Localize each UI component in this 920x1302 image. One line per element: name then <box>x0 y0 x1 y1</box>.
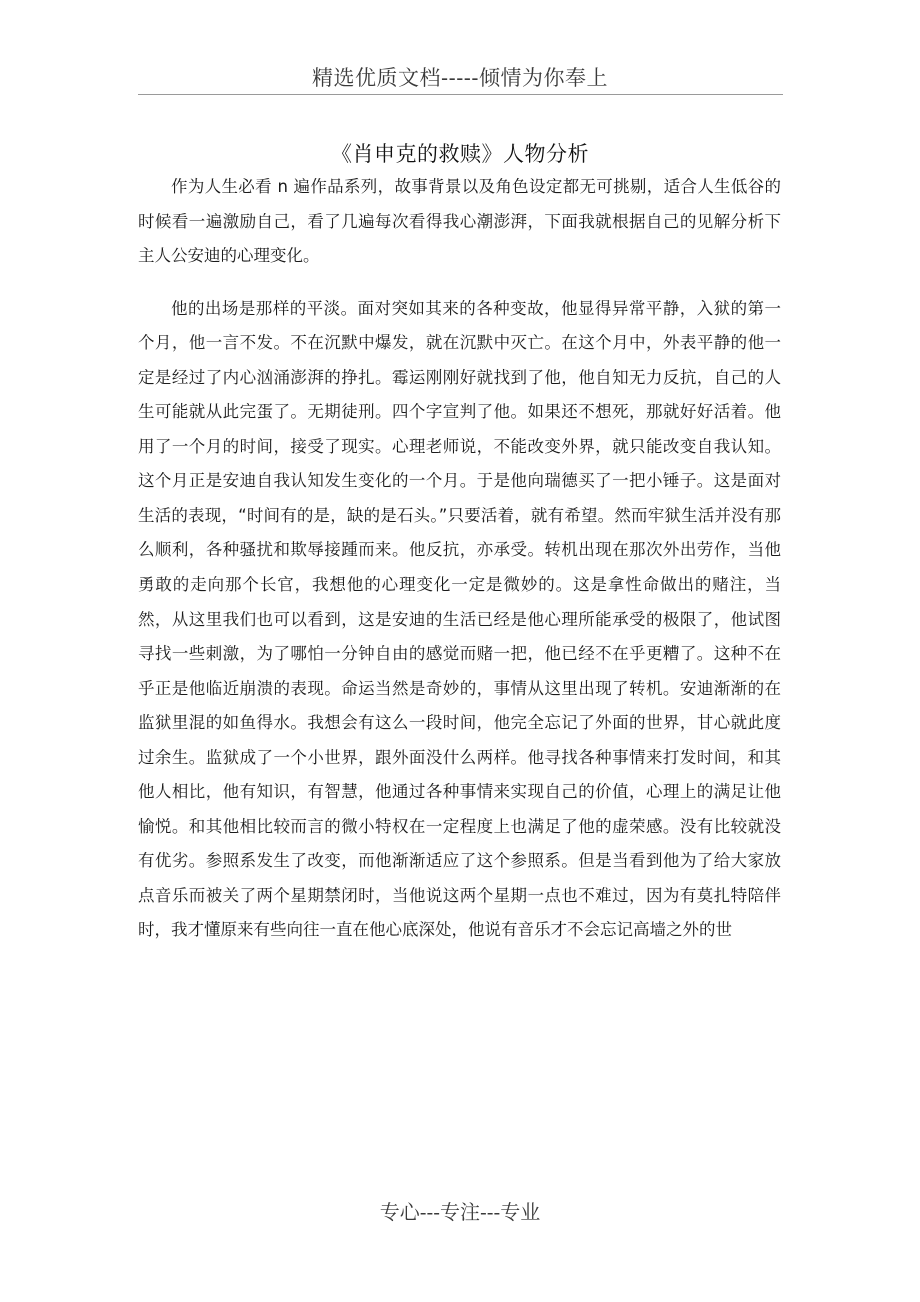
paragraph-intro: 作为人生必看 n 遍作品系列，故事背景以及角色设定都无可挑剔，适合人生低谷的时候看一遍激励自己，看了几遍每次看得我心潮澎湃，下面我就根据自己的见解分析下主人公安迪的心理变化。 <box>138 177 781 266</box>
page-header: 精选优质文档-----倾情为你奉上 <box>312 66 608 90</box>
paragraph-analysis: 他的出场是那样的平淡。面对突如其来的各种变故，他显得异常平静，入狱的第一个月，他一言不发。不在沉默中爆发，就在沉默中灭亡。在这个月中，外表平静的他一定是经过了内心汹涌澎湃的挣扎。霉运刚刚好就找到了他，他自知无力反抗，自己的人生可能就从此完蛋了。无期徒刑。四个字宣判了他。如果还不想死，那就好好活着。他用了一个月的时间，接受了现实。心理老师说，不能改变外界，就只能改变自我认知。这个月正是安迪自我认知发生变化的一个月。于是他向瑞德买了一把小锤子。这是面对生活的表现，“时间有的是，缺的是石头。”只要活着，就有希望。然而牢狱生活并没有那么顺利，各种骚扰和欺辱接踵而来。他反抗，亦承受。转机出现在那次外出劳作，当他勇敢的走向那个长官，我想他的心理变化一定是微妙的。这是拿性命做出的赌注，当然，从这里我们也可以看到，这是安迪的生活已经是他心理所能承受的极限了，他试图寻找一些刺激，为了哪怕一分钟自由的感觉而赌一把，他已经不在乎更糟了。这种不在乎正是他临近崩溃的表现。命运当然是奇妙的，事情从这里出现了转机。安迪渐渐的在监狱里混的如鱼得水。我想会有这么一段时间，他完全忘记了外面的世界，甘心就此度过余生。监狱成了一个小世界，跟外面没什么两样。他寻找各种事情来打发时间，和其他人相比，他有知识，有智慧，他通过各种事情来实现自己的价值，心理上的满足让他愉悦。和其他相比较而言的微小特权在一定程度上也满足了他的虚荣感。没有比较就没有优劣。参照系发生了改变，而他渐渐适应了这个参照系。但是当看到他为了给大家放点音乐而被关了两个星期禁闭时，当他说这两个星期一点也不难过，因为有莫扎特陪伴时，我才懂原来有些向往一直在他心底深处，他说有音乐才不会忘记高墙之外的世 <box>138 298 781 940</box>
document-title: 《肖申克的救赎》人物分析 <box>331 142 589 167</box>
document-body <box>138 170 781 966</box>
page-footer: 专心---专注---专业 <box>379 1200 541 1224</box>
header-divider <box>138 94 783 95</box>
